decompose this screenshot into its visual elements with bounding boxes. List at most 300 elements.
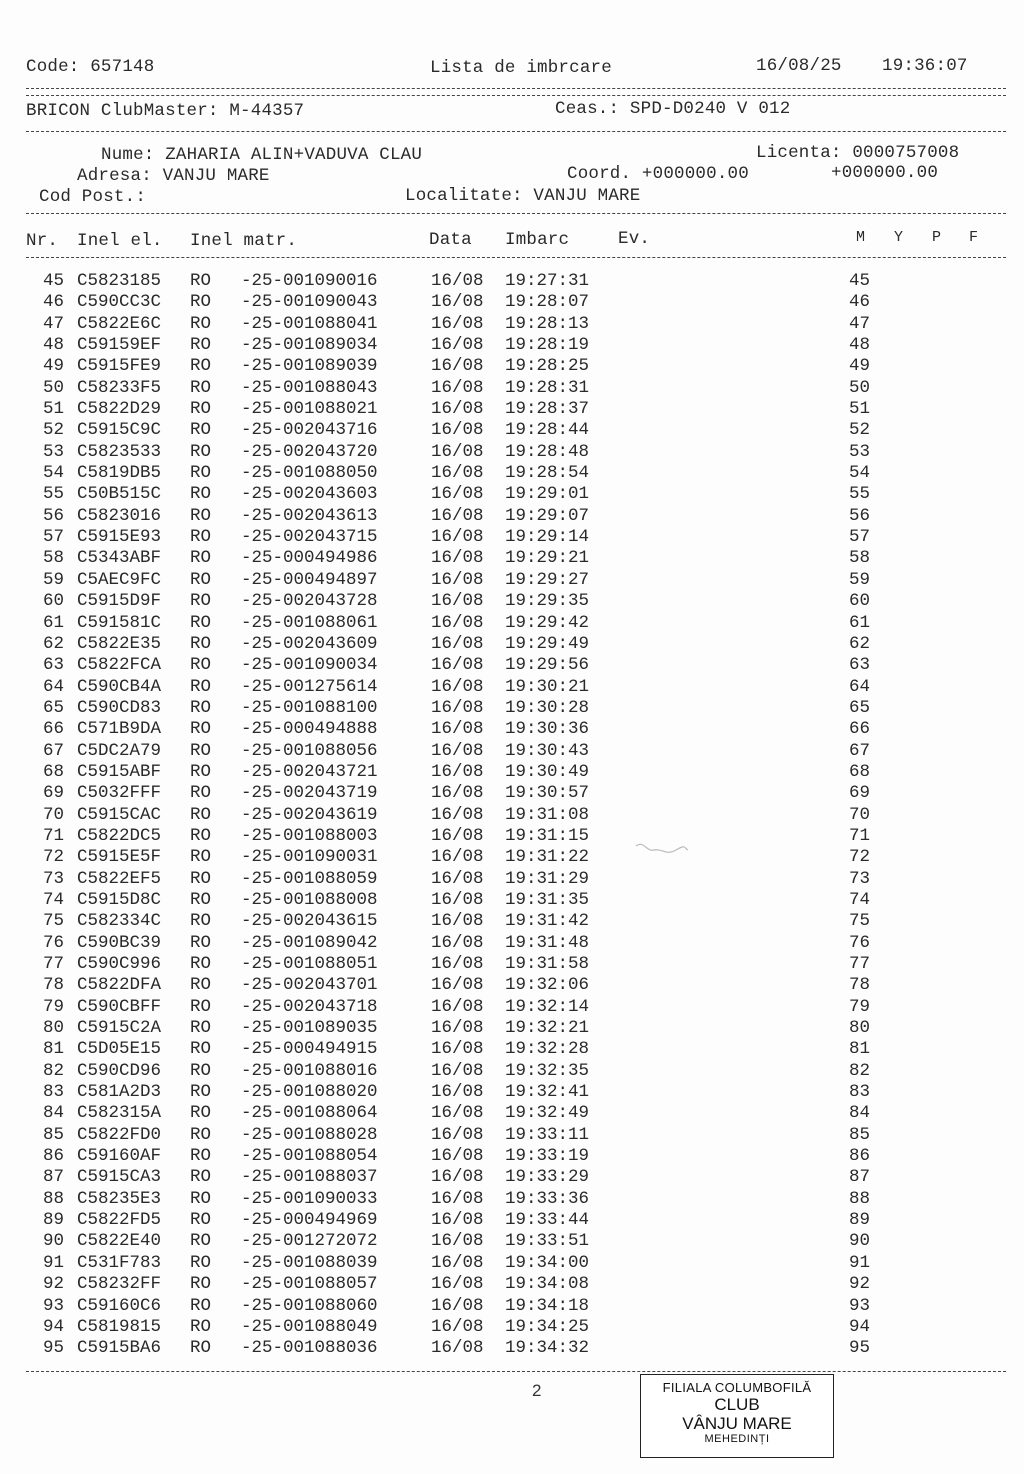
country-code: RO	[190, 783, 212, 804]
row-number: 69	[42, 783, 64, 804]
country-code: RO	[190, 1018, 212, 1039]
ring-number: -25-002043603	[241, 484, 378, 505]
arrival-date: 16/08	[431, 356, 484, 377]
ring-number: -25-002043609	[241, 633, 378, 654]
position-m: 70	[848, 804, 870, 825]
ring-number: -25-002043716	[241, 420, 378, 441]
table-row	[0, 484, 1024, 505]
license-number: Licenta: 0000757008	[756, 143, 960, 163]
table-row	[0, 591, 1024, 612]
position-m: 75	[848, 911, 870, 932]
row-number: 89	[42, 1210, 64, 1231]
arrival-time: 19:33:36	[505, 1188, 590, 1209]
country-code: RO	[190, 655, 212, 676]
country-code: RO	[190, 1338, 212, 1359]
clubmaster-label: BRICON ClubMaster: M-44357	[26, 101, 305, 121]
electronic-ring: C582315A	[77, 1103, 162, 1124]
club-stamp	[640, 1374, 834, 1458]
row-number: 65	[42, 697, 64, 718]
ring-number: -25-002043720	[241, 441, 378, 462]
column-header-imbarc: Imbarc	[505, 230, 570, 250]
arrival-time: 19:30:28	[505, 697, 590, 718]
position-m: 85	[848, 1124, 870, 1145]
ring-number: -25-002043613	[241, 505, 378, 526]
row-number: 77	[42, 954, 64, 974]
table-row	[0, 1167, 1024, 1188]
row-number: 46	[42, 292, 64, 313]
arrival-time: 19:32:49	[505, 1103, 590, 1124]
position-m: 52	[848, 420, 870, 441]
table-row	[0, 911, 1024, 932]
table-row	[0, 1018, 1024, 1039]
table-row	[0, 463, 1024, 484]
arrival-date: 16/08	[431, 740, 484, 761]
electronic-ring: C5822DC5	[77, 825, 162, 846]
row-number: 84	[42, 1103, 64, 1124]
row-number: 86	[42, 1146, 64, 1167]
arrival-date: 16/08	[431, 591, 484, 612]
table-row	[0, 378, 1024, 399]
code-label: Code: 657148	[26, 57, 155, 77]
arrival-time: 19:29:27	[505, 569, 590, 590]
arrival-date: 16/08	[431, 1146, 484, 1167]
country-code: RO	[190, 1082, 212, 1103]
row-number: 51	[42, 399, 64, 420]
position-m: 84	[848, 1103, 870, 1124]
separator-line	[26, 88, 1006, 89]
electronic-ring: C591581C	[77, 612, 162, 633]
table-row	[0, 271, 1024, 292]
electronic-ring: C5819DB5	[77, 463, 162, 484]
row-number: 47	[42, 313, 64, 334]
electronic-ring: C590CB4A	[77, 676, 162, 697]
country-code: RO	[190, 676, 212, 697]
position-m: 67	[848, 740, 870, 761]
ring-number: -25-000494888	[241, 719, 378, 740]
separator-line	[26, 95, 1006, 96]
position-m: 58	[848, 548, 870, 569]
row-number: 52	[42, 420, 64, 441]
ring-number: -25-001088054	[241, 1146, 378, 1167]
country-code: RO	[190, 1231, 212, 1252]
table-row	[0, 677, 1024, 698]
ring-number: -25-001088036	[241, 1338, 378, 1359]
arrival-time: 19:31:22	[505, 847, 590, 868]
table-row	[0, 954, 1024, 975]
ring-number: -25-001090016	[241, 271, 378, 291]
arrival-time: 19:27:31	[505, 271, 590, 291]
table-row	[0, 442, 1024, 463]
arrival-time: 19:30:43	[505, 740, 590, 761]
electronic-ring: C5343ABF	[77, 548, 162, 569]
electronic-ring: C5915CA3	[77, 1167, 162, 1188]
locality: Localitate: VANJU MARE	[405, 186, 641, 206]
country-code: RO	[190, 761, 212, 782]
arrival-time: 19:33:11	[505, 1124, 590, 1145]
arrival-date: 16/08	[431, 1018, 484, 1039]
arrival-time: 19:34:32	[505, 1338, 590, 1359]
arrival-time: 19:28:48	[505, 441, 590, 462]
country-code: RO	[190, 1210, 212, 1231]
table-row	[0, 1274, 1024, 1295]
row-number: 48	[42, 335, 64, 356]
table-row	[0, 1103, 1024, 1124]
arrival-date: 16/08	[431, 783, 484, 804]
arrival-time: 19:32:35	[505, 1060, 590, 1081]
row-number: 58	[42, 548, 64, 569]
electronic-ring: C59159EF	[77, 335, 162, 356]
arrival-date: 16/08	[431, 505, 484, 526]
ring-number: -25-001088059	[241, 868, 378, 889]
arrival-date: 16/08	[431, 633, 484, 654]
arrival-time: 19:31:48	[505, 932, 590, 953]
arrival-date: 16/08	[431, 1274, 484, 1295]
ring-number: -25-001088061	[241, 612, 378, 633]
ring-number: -25-001089042	[241, 932, 378, 953]
row-number: 70	[42, 804, 64, 825]
ring-number: -25-001088064	[241, 1103, 378, 1124]
position-m: 61	[848, 612, 870, 633]
country-code: RO	[190, 932, 212, 953]
electronic-ring: C582334C	[77, 911, 162, 932]
table-row	[0, 1296, 1024, 1317]
table-row	[0, 975, 1024, 996]
arrival-date: 16/08	[431, 420, 484, 441]
arrival-date: 16/08	[431, 1039, 484, 1060]
ring-number: -25-001089034	[241, 335, 378, 356]
separator-line	[26, 213, 1006, 214]
arrival-time: 19:32:21	[505, 1018, 590, 1039]
ring-number: -25-001088008	[241, 889, 378, 910]
country-code: RO	[190, 463, 212, 484]
arrival-date: 16/08	[431, 1060, 484, 1081]
row-number: 91	[42, 1252, 64, 1273]
arrival-time: 19:28:19	[505, 335, 590, 356]
ring-number: -25-000494915	[241, 1039, 378, 1060]
arrival-time: 19:34:18	[505, 1295, 590, 1316]
coordinates-second: +000000.00	[831, 163, 939, 183]
country-code: RO	[190, 335, 212, 356]
table-row	[0, 847, 1024, 868]
electronic-ring: C5822DFA	[77, 975, 162, 996]
column-header-p: P	[932, 229, 942, 246]
stamp-line-filiala: FILIALA COLUMBOFILĂ	[662, 1380, 812, 1395]
position-m: 92	[848, 1274, 870, 1295]
arrival-time: 19:34:25	[505, 1316, 590, 1337]
arrival-time: 19:28:25	[505, 356, 590, 377]
country-code: RO	[190, 1124, 212, 1145]
arrival-date: 16/08	[431, 847, 484, 868]
electronic-ring: C5822E35	[77, 633, 162, 654]
ring-number: -25-002043715	[241, 527, 378, 548]
electronic-ring: C5822E40	[77, 1231, 162, 1252]
table-row	[0, 1061, 1024, 1082]
arrival-time: 19:28:54	[505, 463, 590, 484]
position-m: 62	[848, 633, 870, 654]
table-row	[0, 506, 1024, 527]
electronic-ring: C5915ABF	[77, 761, 162, 782]
table-row	[0, 933, 1024, 954]
ring-number: -25-001088028	[241, 1124, 378, 1145]
position-m: 80	[848, 1018, 870, 1039]
row-number: 85	[42, 1124, 64, 1145]
electronic-ring: C571B9DA	[77, 719, 162, 740]
arrival-time: 19:29:07	[505, 505, 590, 526]
electronic-ring: C590CD83	[77, 697, 162, 718]
table-row	[0, 570, 1024, 591]
row-number: 68	[42, 761, 64, 782]
electronic-ring: C5D05E15	[77, 1039, 162, 1060]
arrival-time: 19:29:35	[505, 591, 590, 612]
table-row	[0, 762, 1024, 783]
electronic-ring: C5915BA6	[77, 1338, 162, 1359]
country-code: RO	[190, 548, 212, 569]
electronic-ring: C590C996	[77, 954, 162, 974]
arrival-time: 19:32:41	[505, 1082, 590, 1103]
arrival-date: 16/08	[431, 996, 484, 1017]
arrival-time: 19:31:58	[505, 954, 590, 974]
row-number: 80	[42, 1018, 64, 1039]
arrival-date: 16/08	[431, 868, 484, 889]
ring-number: -25-002043701	[241, 975, 378, 996]
ring-number: -25-001088003	[241, 825, 378, 846]
electronic-ring: C5822FD0	[77, 1124, 162, 1145]
position-m: 81	[848, 1039, 870, 1060]
separator-line	[26, 257, 1006, 258]
postal-code-label: Cod Post.:	[39, 187, 147, 207]
column-header-nr: Nr.	[26, 231, 59, 251]
arrival-date: 16/08	[431, 271, 484, 291]
owner-name: Nume: ZAHARIA ALIN+VADUVA CLAU	[101, 145, 423, 165]
ring-number: -25-001090043	[241, 292, 378, 313]
electronic-ring: C5822D29	[77, 399, 162, 420]
ring-number: -25-001090031	[241, 847, 378, 868]
row-number: 95	[42, 1338, 64, 1359]
ring-number: -25-000494897	[241, 569, 378, 590]
position-m: 66	[848, 719, 870, 740]
row-number: 57	[42, 527, 64, 548]
electronic-ring: C590CD96	[77, 1060, 162, 1081]
electronic-ring: C59160C6	[77, 1295, 162, 1316]
position-m: 76	[848, 932, 870, 953]
position-m: 47	[848, 313, 870, 334]
row-number: 67	[42, 740, 64, 761]
arrival-date: 16/08	[431, 761, 484, 782]
row-number: 78	[42, 975, 64, 996]
country-code: RO	[190, 889, 212, 910]
table-row	[0, 335, 1024, 356]
arrival-date: 16/08	[431, 548, 484, 569]
electronic-ring: C5915E93	[77, 527, 162, 548]
arrival-time: 19:31:35	[505, 889, 590, 910]
country-code: RO	[190, 740, 212, 761]
table-row	[0, 1210, 1024, 1231]
position-m: 54	[848, 463, 870, 484]
table-row	[0, 805, 1024, 826]
table-row	[0, 1253, 1024, 1274]
position-m: 95	[848, 1338, 870, 1359]
position-m: 91	[848, 1252, 870, 1273]
electronic-ring: C5822FCA	[77, 655, 162, 676]
position-m: 79	[848, 996, 870, 1017]
row-number: 62	[42, 633, 64, 654]
arrival-date: 16/08	[431, 1103, 484, 1124]
ring-number: -25-001088016	[241, 1060, 378, 1081]
row-number: 88	[42, 1188, 64, 1209]
arrival-date: 16/08	[431, 825, 484, 846]
electronic-ring: C5AEC9FC	[77, 569, 162, 590]
ring-number: -25-001088050	[241, 463, 378, 484]
arrival-date: 16/08	[431, 1210, 484, 1231]
country-code: RO	[190, 868, 212, 889]
position-m: 60	[848, 591, 870, 612]
electronic-ring: C5915C2A	[77, 1018, 162, 1039]
table-row	[0, 420, 1024, 441]
country-code: RO	[190, 1146, 212, 1167]
position-m: 88	[848, 1188, 870, 1209]
arrival-time: 19:34:08	[505, 1274, 590, 1295]
arrival-date: 16/08	[431, 932, 484, 953]
electronic-ring: C590BC39	[77, 932, 162, 953]
arrival-date: 16/08	[431, 1231, 484, 1252]
country-code: RO	[190, 954, 212, 974]
arrival-time: 19:29:14	[505, 527, 590, 548]
electronic-ring: C5915CAC	[77, 804, 162, 825]
row-number: 90	[42, 1231, 64, 1252]
position-m: 65	[848, 697, 870, 718]
position-m: 45	[848, 271, 870, 291]
column-header-ev: Ev.	[618, 229, 651, 249]
table-row	[0, 826, 1024, 847]
row-number: 83	[42, 1082, 64, 1103]
ring-number: -25-001090034	[241, 655, 378, 676]
electronic-ring: C59160AF	[77, 1146, 162, 1167]
electronic-ring: C58235E3	[77, 1188, 162, 1209]
position-m: 89	[848, 1210, 870, 1231]
column-header-f: F	[969, 229, 979, 246]
ring-number: -25-001088037	[241, 1167, 378, 1188]
country-code: RO	[190, 292, 212, 313]
electronic-ring: C58232FF	[77, 1274, 162, 1295]
arrival-time: 19:29:42	[505, 612, 590, 633]
ring-number: -25-000494969	[241, 1210, 378, 1231]
row-number: 56	[42, 505, 64, 526]
arrival-date: 16/08	[431, 527, 484, 548]
stamp-line-county: MEHEDINȚI	[704, 1433, 770, 1445]
arrival-date: 16/08	[431, 655, 484, 676]
arrival-time: 19:29:49	[505, 633, 590, 654]
row-number: 50	[42, 377, 64, 398]
row-number: 53	[42, 441, 64, 462]
country-code: RO	[190, 1167, 212, 1188]
row-number: 74	[42, 889, 64, 910]
position-m: 64	[848, 676, 870, 697]
electronic-ring: C5822FD5	[77, 1210, 162, 1231]
ring-number: -25-001088039	[241, 1252, 378, 1273]
country-code: RO	[190, 1060, 212, 1081]
country-code: RO	[190, 1039, 212, 1060]
ring-number: -25-001090033	[241, 1188, 378, 1209]
arrival-date: 16/08	[431, 911, 484, 932]
electronic-ring: C5032FFF	[77, 783, 162, 804]
table-row	[0, 527, 1024, 548]
row-number: 66	[42, 719, 64, 740]
arrival-time: 19:32:06	[505, 975, 590, 996]
country-code: RO	[190, 911, 212, 932]
arrival-date: 16/08	[431, 612, 484, 633]
electronic-ring: C581A2D3	[77, 1082, 162, 1103]
ceas-label: Ceas.: SPD-D0240 V 012	[555, 99, 791, 119]
position-m: 93	[848, 1295, 870, 1316]
arrival-date: 16/08	[431, 399, 484, 420]
arrival-time: 19:28:07	[505, 292, 590, 313]
electronic-ring: C5819815	[77, 1316, 162, 1337]
table-row	[0, 548, 1024, 569]
electronic-ring: C5915E5F	[77, 847, 162, 868]
position-m: 50	[848, 377, 870, 398]
country-code: RO	[190, 420, 212, 441]
electronic-ring: C5823016	[77, 505, 162, 526]
position-m: 51	[848, 399, 870, 420]
position-m: 94	[848, 1316, 870, 1337]
row-number: 49	[42, 356, 64, 377]
country-code: RO	[190, 697, 212, 718]
position-m: 46	[848, 292, 870, 313]
position-m: 55	[848, 484, 870, 505]
arrival-time: 19:31:08	[505, 804, 590, 825]
row-number: 75	[42, 911, 64, 932]
arrival-date: 16/08	[431, 377, 484, 398]
ring-number: -25-001088100	[241, 697, 378, 718]
arrival-time: 19:33:19	[505, 1146, 590, 1167]
row-number: 71	[42, 825, 64, 846]
row-number: 82	[42, 1060, 64, 1081]
ring-number: -25-002043721	[241, 761, 378, 782]
row-number: 93	[42, 1295, 64, 1316]
arrival-date: 16/08	[431, 1252, 484, 1273]
position-m: 71	[848, 825, 870, 846]
arrival-date: 16/08	[431, 441, 484, 462]
arrival-time: 19:28:37	[505, 399, 590, 420]
row-number: 73	[42, 868, 64, 889]
country-code: RO	[190, 1274, 212, 1295]
country-code: RO	[190, 569, 212, 590]
arrival-time: 19:30:49	[505, 761, 590, 782]
electronic-ring: C5915C9C	[77, 420, 162, 441]
arrival-date: 16/08	[431, 569, 484, 590]
arrival-date: 16/08	[431, 463, 484, 484]
country-code: RO	[190, 313, 212, 334]
arrival-date: 16/08	[431, 292, 484, 313]
ring-number: -25-001088051	[241, 954, 378, 974]
position-m: 78	[848, 975, 870, 996]
table-row	[0, 1146, 1024, 1167]
country-code: RO	[190, 356, 212, 377]
table-row	[0, 741, 1024, 762]
row-number: 55	[42, 484, 64, 505]
country-code: RO	[190, 441, 212, 462]
arrival-time: 19:29:21	[505, 548, 590, 569]
ring-number: -25-001088060	[241, 1295, 378, 1316]
country-code: RO	[190, 527, 212, 548]
arrival-time: 19:33:29	[505, 1167, 590, 1188]
ring-number: -25-002043719	[241, 783, 378, 804]
table-row	[0, 1317, 1024, 1338]
arrival-time: 19:30:36	[505, 719, 590, 740]
table-row	[0, 1125, 1024, 1146]
print-date: 16/08/25	[756, 56, 842, 76]
electronic-ring: C590CBFF	[77, 996, 162, 1017]
